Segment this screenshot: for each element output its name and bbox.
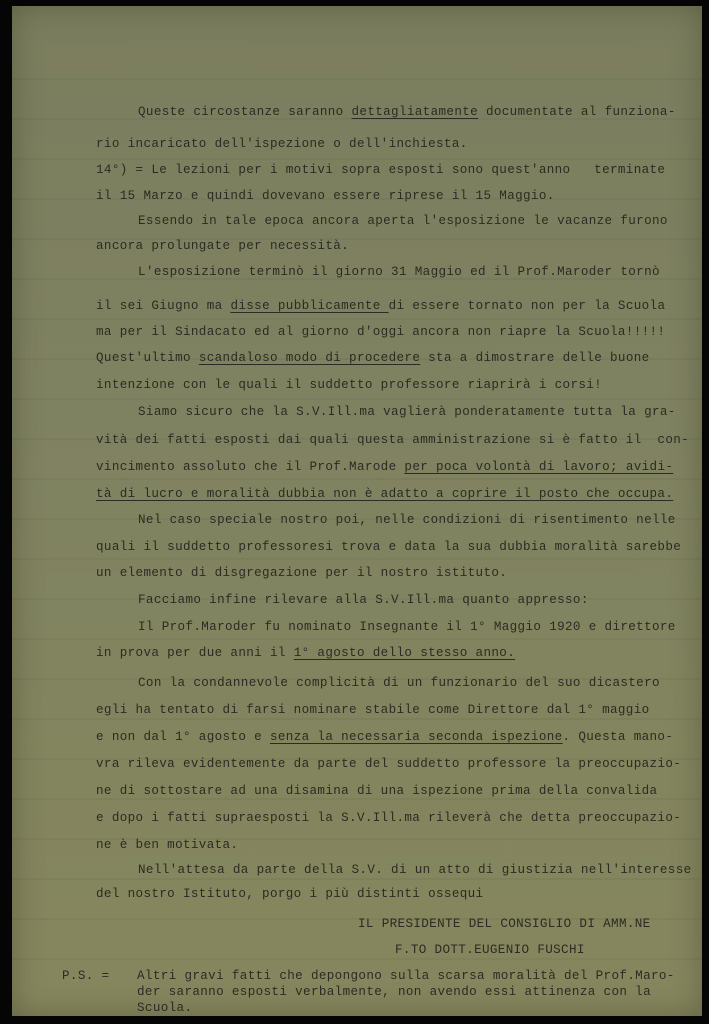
- text-line: [138, 592, 589, 608]
- underlined-phrase: per poca volontà di lavoro; avidi-: [404, 460, 674, 474]
- underlined-phrase: senza la necessaria seconda ispezione: [269, 730, 563, 744]
- text-line: [96, 702, 650, 718]
- text-run: Essendo in tale epoca ancora aperta l'esposizione le vacanze furono: [138, 214, 668, 228]
- text-run: Facciamo infine rilevare alla S.V.Ill.ma quanto appresso:: [138, 593, 589, 607]
- text-run: ne di sottostare ad una disamina di una ispezione prima della convalida: [96, 784, 658, 798]
- text-line: [96, 729, 673, 745]
- text-run: in prova per due anni il: [96, 646, 294, 660]
- text-run: L'esposizione terminò il giorno 31 Maggio ed il Prof.Maroder tornò: [138, 265, 660, 279]
- text-run: e dopo i fatti supraesposti la S.V.Ill.ma rileverà che detta preoccupazio-: [96, 811, 682, 825]
- text-line: [96, 645, 515, 661]
- text-run: il 15 Marzo e quindi dovevano essere riprese il 15 Maggio.: [96, 189, 555, 203]
- underlined-phrase: dettagliatamente: [351, 105, 479, 119]
- text-run: Con la condannevole complicità di un funzionario del suo dicastero: [138, 676, 660, 690]
- text-line: [96, 188, 555, 204]
- signature-title: IL PRESIDENTE DEL CONSIGLIO DI AMM.NE: [358, 917, 651, 931]
- text-line: [96, 377, 602, 393]
- text-run: ancora prolungate per necessità.: [96, 239, 350, 253]
- text-run: ne è ben motivata.: [96, 838, 239, 852]
- text-line: [96, 837, 238, 853]
- text-line: [138, 619, 676, 635]
- text-run: Queste circostanze saranno: [138, 105, 352, 119]
- postscript-line-1: Altri gravi fatti che depongono sulla scarsa moralità del Prof.Maro-: [137, 969, 675, 983]
- underlined-phrase: tà di lucro e moralità dubbia non è adatto a coprire il posto che occupa.: [96, 487, 674, 501]
- text-line: [96, 565, 507, 581]
- text-run: documentate al funziona-: [478, 105, 676, 119]
- text-run: un elemento di disgregazione per il nostro istituto.: [96, 566, 508, 580]
- text-run: vincimento assoluto che il Prof.Marode: [96, 460, 405, 474]
- postscript-line-2: der saranno esposti verbalmente, non avendo essi attinenza con la: [137, 985, 651, 999]
- text-line: [96, 432, 689, 448]
- underlined-phrase: 1° agosto dello stesso anno.: [293, 646, 516, 660]
- underlined-phrase: scandaloso modo di procedere: [198, 351, 421, 365]
- text-line: [96, 238, 349, 254]
- text-line: [96, 539, 681, 555]
- text-line: [96, 136, 468, 152]
- postscript-label: P.S. =: [62, 969, 110, 983]
- text-run: il sei Giugno ma: [96, 299, 231, 313]
- text-line: [138, 675, 660, 691]
- text-line: [138, 512, 676, 528]
- text-run: 14°) = Le lezioni per i motivi sopra esposti sono quest'anno terminate: [96, 163, 666, 177]
- text-line: [96, 486, 673, 502]
- text-line: [138, 264, 660, 280]
- text-line: [96, 459, 673, 475]
- text-line: [96, 810, 681, 826]
- text-run: Il Prof.Maroder fu nominato Insegnante il 1° Maggio 1920 e direttore: [138, 620, 676, 634]
- text-line: [138, 404, 676, 420]
- text-run: quali il suddetto professoresi trova e data la sua dubbia moralità sarebbe: [96, 540, 682, 554]
- text-line: [96, 886, 483, 902]
- text-run: e non dal 1° agosto e: [96, 730, 270, 744]
- text-line: [96, 324, 665, 340]
- text-line: [138, 104, 676, 120]
- text-run: Siamo sicuro che la S.V.Ill.ma vaglierà ponderatamente tutta la gra-: [138, 405, 676, 419]
- text-run: intenzione con le quali il suddetto professore riaprirà i corsi!: [96, 378, 603, 392]
- text-run: ma per il Sindacato ed al giorno d'oggi ancora non riapre la Scuola!!!!!: [96, 325, 666, 339]
- text-run: . Questa mano-: [562, 730, 674, 744]
- text-run: vità dei fatti esposti dai quali questa amministrazione si è fatto il con-: [96, 433, 690, 447]
- text-run: vra rileva evidentemente da parte del suddetto professore la preoccupazio-: [96, 757, 682, 771]
- text-run: del nostro Istituto, porgo i più distinti ossequi: [96, 887, 484, 901]
- text-run: Nel caso speciale nostro poi, nelle condizioni di risentimento nelle: [138, 513, 676, 527]
- text-run: Quest'ultimo: [96, 351, 199, 365]
- text-run: sta a dimostrare delle buone: [420, 351, 650, 365]
- text-line: [96, 783, 657, 799]
- text-line: [96, 350, 650, 366]
- signature-name: F.TO DOTT.EUGENIO FUSCHI: [395, 943, 585, 957]
- text-line: [96, 162, 665, 178]
- text-run: egli ha tentato di farsi nominare stabile come Direttore dal 1° maggio: [96, 703, 650, 717]
- text-run: di essere tornato non per la Scuola: [388, 299, 666, 313]
- text-line: [138, 213, 668, 229]
- text-run: Nell'attesa da parte della S.V. di un atto di giustizia nell'interesse: [138, 863, 692, 877]
- text-line: [138, 862, 692, 878]
- underlined-phrase: disse pubblicamente: [230, 299, 389, 313]
- text-line: [96, 298, 665, 314]
- postscript-line-3: Scuola.: [137, 1001, 193, 1015]
- text-run: rio incaricato dell'ispezione o dell'inchiesta.: [96, 137, 468, 151]
- text-line: [96, 756, 681, 772]
